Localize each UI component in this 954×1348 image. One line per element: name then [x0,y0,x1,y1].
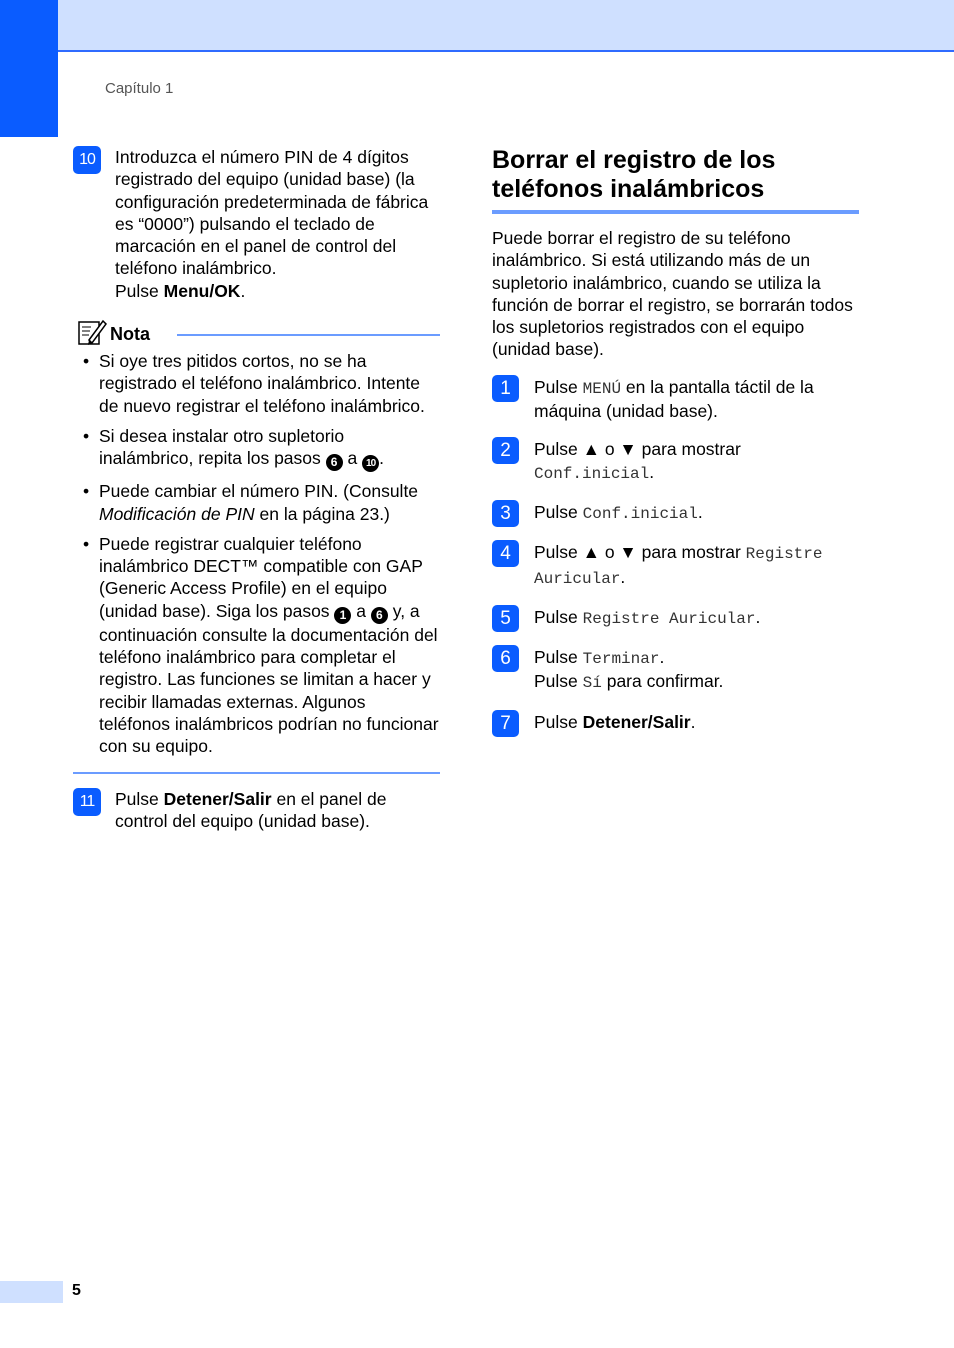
lcd-text: Conf.inicial [582,504,698,523]
note-text: Si desea instalar otro supletorio inalámbrico, repita los pasos [99,425,345,469]
step-text: Pulse ▲ o ▼ para mostrar [534,439,741,460]
note-text: a [351,600,371,621]
step-text: en la pantalla táctil de la máquina (unidad base). [534,376,814,422]
lcd-text: Conf.inicial [534,464,650,483]
step-number-badge: 7 [492,710,519,737]
step-number-badge: 1 [492,375,519,402]
step-11 [73,788,440,833]
step-text: Pulse [534,501,583,522]
step-ref-badge: 6 [326,454,343,471]
step-7 [492,711,859,733]
chapter-label: Capítulo 1 [105,80,174,97]
step-text: Pulse [534,606,583,627]
punctuation: . [659,647,665,668]
note-text: Si oye tres pitidos cortos, no se ha registrado el teléfono inalámbrico. Intente de nuevo registrar el teléfono inalámbrico. [99,351,425,416]
note-text: a [342,448,363,469]
lcd-text: Sí [582,674,602,693]
chapter-tab [0,0,58,137]
note-header [73,318,440,350]
header-band [0,0,954,52]
step-number-badge: 3 [492,500,519,527]
note-text: Puede registrar cualquier teléfono inalámbrico DECT™ compatible con GAP (Generic Access Profile) en el equipo (unidad base). Siga los pasos [99,533,423,621]
punctuation: . [697,501,703,522]
key-label: Menu/OK [163,280,241,301]
step-number-badge: 5 [492,605,519,632]
step-text: Pulse [115,280,164,301]
page-number: 5 [72,1282,81,1299]
step-5 [492,606,859,630]
step-10 [73,146,440,302]
punctuation: . [649,461,655,482]
footer-band [0,1281,63,1303]
key-label: Detener/Salir [163,788,272,809]
lcd-text: MENÚ [582,379,622,398]
step-text: Pulse [534,376,583,397]
note-pencil-icon [77,318,107,346]
step-text: Pulse [115,788,164,809]
note-item [73,533,440,758]
step-number-badge: 4 [492,540,519,567]
left-column [73,146,440,848]
step-2 [492,438,859,485]
note-item [73,480,440,525]
right-column [492,146,859,749]
lcd-text: Registre Auricular [534,545,823,588]
lcd-text: Terminar [582,650,660,669]
punctuation: . [240,280,246,301]
step-ref-badge: 1 [334,607,351,624]
step-6 [492,646,859,695]
step-number-badge: 10 [73,146,101,174]
step-text: en el panel de control del equipo (unidad base). [115,788,387,831]
step-1 [492,376,859,423]
note-text: en la página 23.) [254,503,390,524]
key-label: Detener/Salir [582,711,691,732]
note-item [73,350,440,417]
step-ref-badge: 10 [362,455,379,472]
note-list [73,350,440,757]
note-text: y, a continuación consulte la documentación del teléfono inalámbrico para completar el registro. Las funciones se limitan a hacer y recibir llamadas externas. Algunos teléfonos inalámbricos podrían no funcionar con su equipo. [99,600,439,757]
lcd-text: Registre Auricular [582,609,756,628]
step-text: Pulse ▲ o ▼ para mostrar [534,542,746,563]
step-text: Pulse [534,711,583,732]
note-title: Nota [110,324,150,345]
section-heading: Borrar el registro de los teléfonos inalámbricos [492,146,776,203]
note-item [73,425,440,472]
step-text: Pulse [534,647,583,668]
step-4 [492,541,859,590]
step-ref-badge: 6 [371,607,388,624]
step-number-badge: 6 [492,645,519,672]
step-number-badge: 11 [73,788,101,816]
note-text: Puede cambiar el número PIN. (Consulte [99,481,419,502]
note-end-rule [73,772,440,774]
punctuation: . [690,711,696,732]
punctuation: . [620,566,626,587]
punctuation: . [379,448,384,469]
cross-reference: Modificación de PIN [99,503,255,524]
note-rule [177,334,440,336]
step-text: Introduzca el número PIN de 4 dígitos registrado del equipo (unidad base) (la configuración predeterminada de fábrica es “0000”) pulsando el teclado de marcación en el panel de control del teléfono inalámbrico. [115,147,429,279]
step-text: Pulse [534,671,583,692]
intro-paragraph: Puede borrar el registro de su teléfono inalámbrico. Si está utilizando más de un supletorio inalámbrico, cuando se utiliza la función de borrar el registro, se borrarán todos los supletorios registrados con el equipo (unidad base). [492,228,853,360]
punctuation: . [755,606,761,627]
section-rule [492,210,859,214]
step-text: para confirmar. [601,671,724,692]
step-number-badge: 2 [492,437,519,464]
step-3 [492,501,859,525]
